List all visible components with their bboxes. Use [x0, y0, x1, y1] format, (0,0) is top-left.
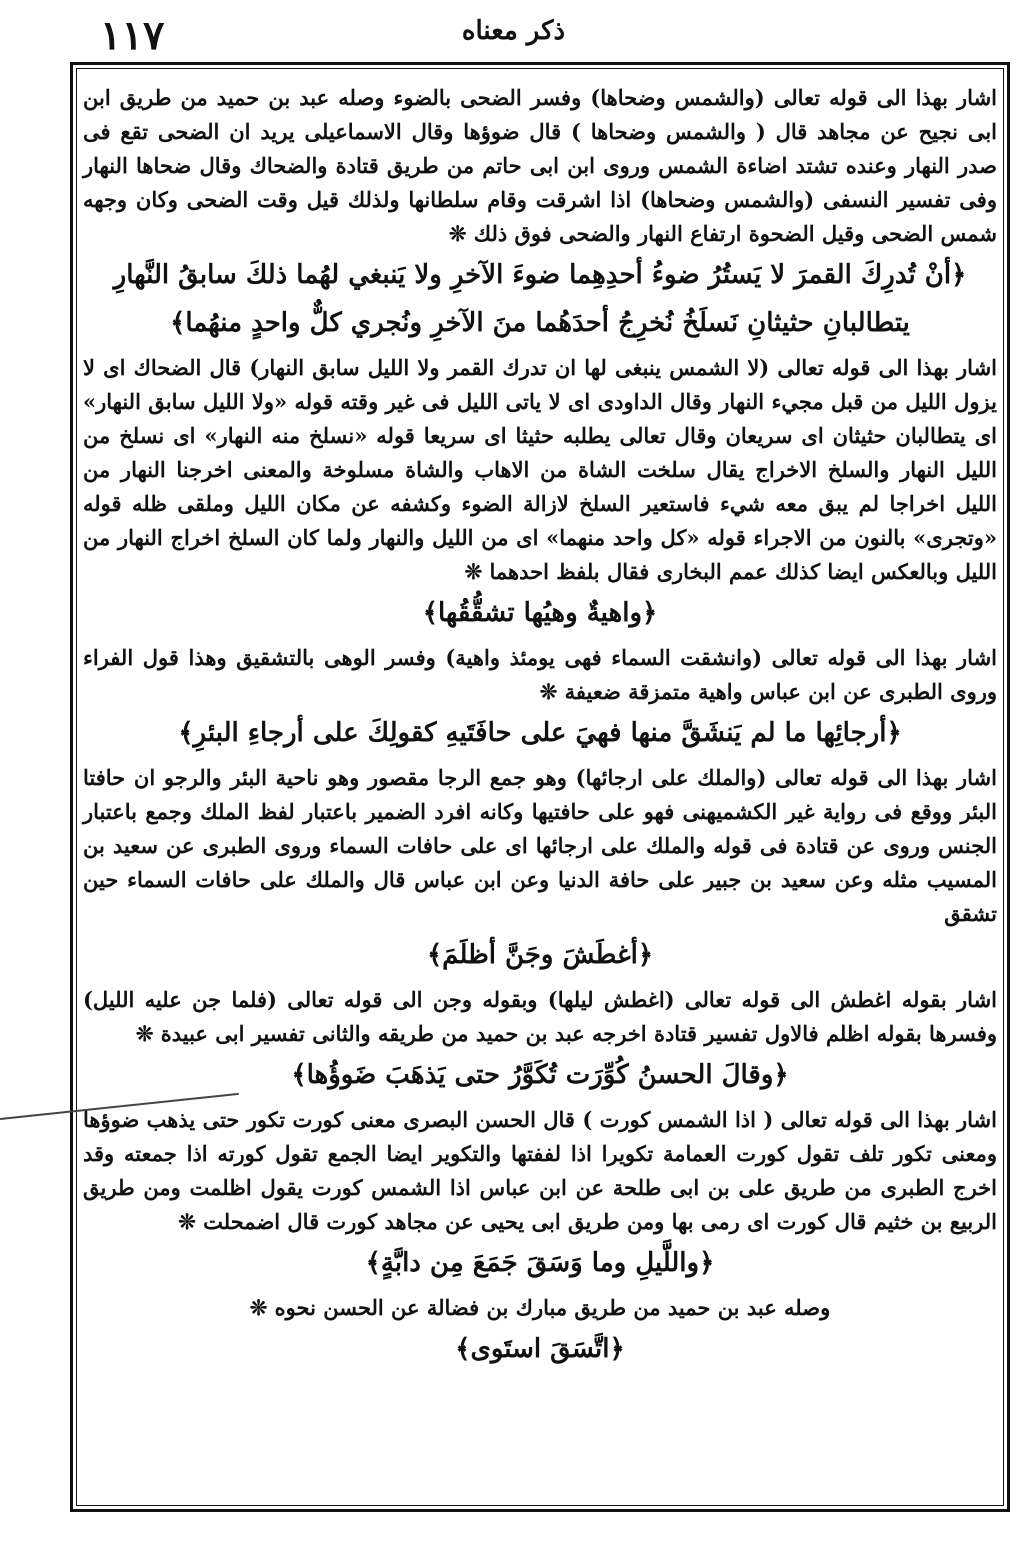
quoted-verse: ﴿اتَّسَقَ استَوى﴾	[455, 1334, 625, 1364]
quoted-verse: يتطالبانِ حثيثانِ نَسلَخُ نُخرِجُ أحدَهُما منَ الآخرِ ونُجري كلٌّ واحدٍ منهُما﴾	[170, 308, 910, 338]
commentary-paragraph: وصله عبد بن حميد من طريق مبارك بن فضالة عن الحسن نحوه ❊	[249, 1295, 831, 1320]
quoted-verse: ﴿أرجائِها ما لم يَنشَقَّ منها فهيَ على حافَتَيهِ كقولِكَ على أرجاءِ البئرِ﴾	[178, 718, 902, 748]
commentary-paragraph: اشار بهذا الى قوله تعالى ( اذا الشمس كورت ) قال الحسن البصرى معنى كورت تكور حتى يذهب ضوؤها ومعنى تكور تلف تقول كورت العمامة تكويرا اذا لففتها والتكوير ايضا الجمع تقول كورته اذا جمعته وقد اخرج الطبرى من طريق على بن ابى طلحة عن ابن عباس اذا الشمس كورت يقول اظلمت ومن طريق الربيع بن خثيم قال كورت اى رمى بها ومن طريق ابى يحيى عن مجاهد كورت قال اضمحلت ❊	[83, 1107, 997, 1234]
quoted-verse: ﴿وقالَ الحسنُ كُوِّرَت تُكَوَّرُ حتى يَذهَبَ ضَوؤُها﴾	[291, 1060, 789, 1090]
running-title: ذكر معناه	[461, 16, 566, 46]
text-body	[83, 81, 997, 1499]
text-frame	[70, 62, 1010, 1512]
commentary-paragraph: اشار بهذا الى قوله تعالى (لا الشمس ينبغى لها ان تدرك القمر ولا الليل سابق النهار) قال الضحاك اى لا يزول الليل من قبل مجيء النهار وقال الداودى اى لا ياتى الليل فى غير وقته قوله «ولا الليل سابق النهار» اى يتطالبان حثيثان اى سريعان وقال تعالى يطلبه حثيثا اى سريعا قوله «نسلخ منه النهار» اى نسلخ من الليل النهار والسلخ الاخراج يقال سلخت الشاة من الاهاب والشاة مسلوخة والمعنى اخرجنا النهار من الليل اخراجا لم يبق معه شيء فاستعير السلخ لازالة الضوء وكشفه عن مكان الليل وملقى ظله قوله «وتجرى» بالنون من الاجراء قوله «كل واحد منهما» اى من الليل والنهار ولما كان السلخ اخراج النهار من الليل وبالعكس ايضا كذلك عمم البخارى فقال بلفظ احدهما ❊	[83, 355, 997, 584]
commentary-paragraph: اشار بهذا الى قوله تعالى (والشمس وضحاها) وفسر الضحى بالضوء وصله عبد بن حميد من طريق ابن ابى نجيح عن مجاهد قال ( والشمس وضحاها ) قال ضوؤها وقال الاسماعيلى يريد ان الضحى تقع فى صدر النهار وعنده تشتد اضاءة الشمس وروى ابن ابى حاتم من طريق قتادة والضحاك وقال ضحاها النهار وفى تفسير النسفى (والشمس وضحاها) اذا اشرقت وقام سلطانها ولذلك قيل وقت الضحى وكان وجهه شمس الضحى وقيل الضحوة ارتفاع النهار والضحى فوق ذلك ❊	[83, 85, 997, 246]
page-number: ١١٧	[100, 12, 165, 59]
quoted-verse: ﴿أنْ تُدرِكَ القمرَ لا يَستُرُ ضوءُ أحدِهِما ضوءَ الآخرِ ولا يَنبغي لهُما ذلكَ سابقُ النَّهارِ	[113, 260, 967, 290]
quoted-verse: ﴿أغطَشَ وجَنَّ أظلَمَ﴾	[426, 940, 654, 970]
quoted-verse: ﴿واللَّيلِ وما وَسَقَ جَمَعَ مِن دابَّةٍ﴾	[365, 1248, 715, 1278]
commentary-paragraph: اشار بهذا الى قوله تعالى (وانشقت السماء فهى يومئذ واهية) وفسر الوهى بالتشقيق وهذا قول الفراء وروى الطبرى عن ابن عباس واهية متمزقة ضعيفة ❊	[83, 645, 997, 704]
quoted-verse: ﴿واهيةٌ وهيُها تشقُّقُها﴾	[422, 598, 658, 628]
commentary-paragraph: اشار بهذا الى قوله تعالى (والملك على ارجائها) وهو جمع الرجا مقصور وهو ناحية البئر والرجو ان حافتا البئر ووقع فى رواية غير الكشميهنى فهو على حافتيها وكانه افرد الضمير باعتبار لفظ الملك وجمع باعتبار الجنس وروى عن قتادة فى قوله والملك على ارجائها اى على حافات السماء وروى الطبرى عن سعيد بن المسيب مثله وعن سعيد بن جبير على حافة الدنيا وعن ابن عباس قال والملك على حافات السماء حين تشقق	[83, 765, 997, 926]
page-header	[40, 12, 987, 58]
commentary-paragraph: اشار بقوله اغطش الى قوله تعالى (اغطش ليلها) وبقوله وجن الى قوله تعالى (فلما جن عليه الليل) وفسرها بقوله اظلم فالاول تفسير قتادة اخرجه عبد بن حميد من طريقه والثانى تفسير ابى عبيدة ❊	[83, 987, 997, 1046]
